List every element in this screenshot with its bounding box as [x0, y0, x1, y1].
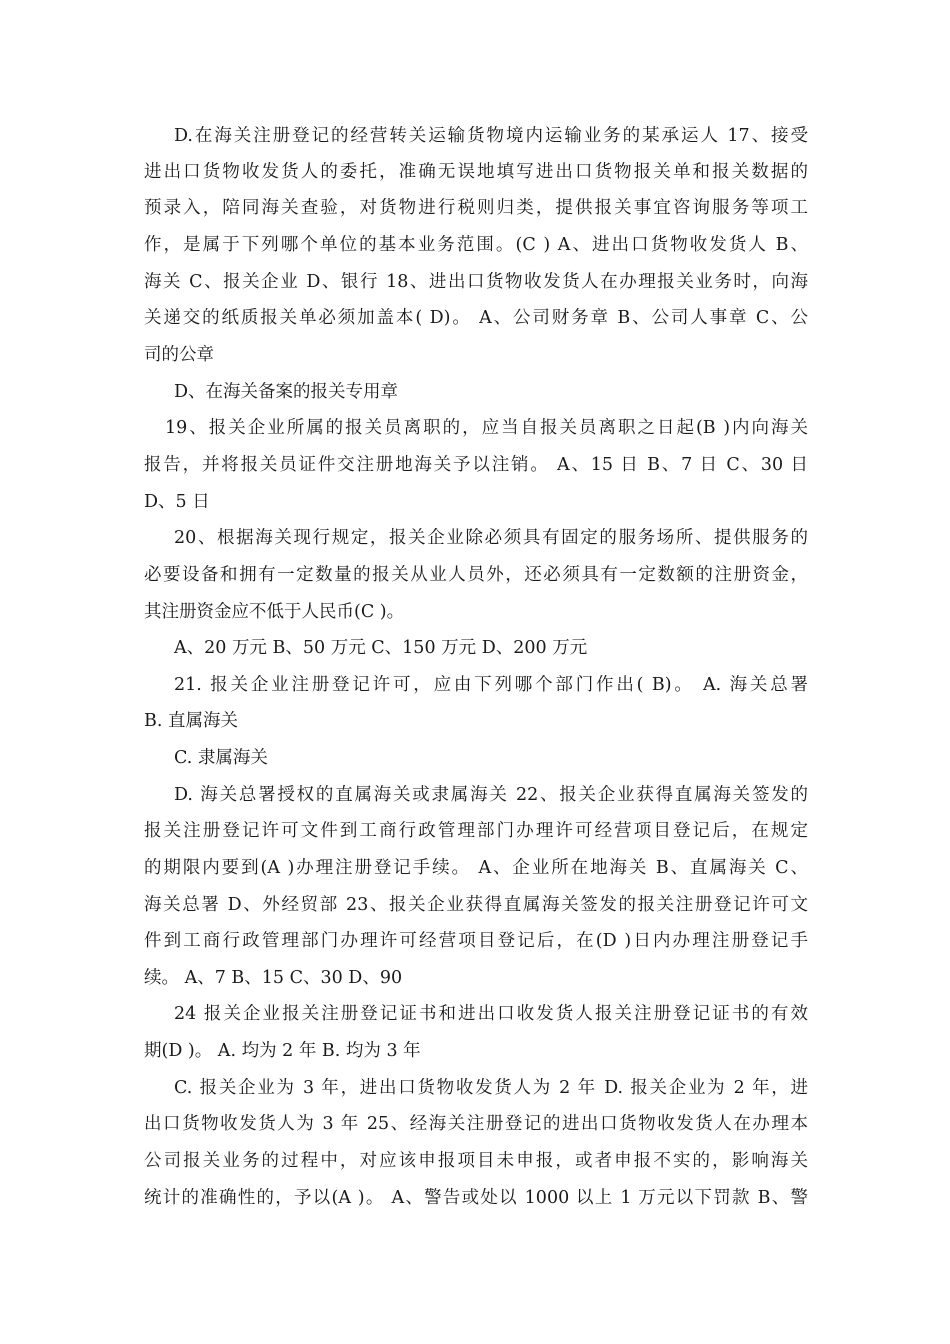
text-line: 出口货物收发货人为 3 年 25、经海关注册登记的进出口货物收发货人在办理本: [144, 1114, 808, 1134]
text-line: 海关总署 D、外经贸部 23、报关企业获得直属海关签发的报关注册登记许可文: [144, 895, 808, 915]
text-line: 预录入，陪同海关查验，对货物进行税则归类，提供报关事宜咨询服务等项工: [144, 198, 808, 218]
text-line: 20、根据海关现行规定，报关企业除必须具有固定的服务场所、提供服务的: [174, 528, 808, 548]
text-line: 期(D )。 A. 均为 2 年 B. 均为 3 年: [144, 1041, 421, 1061]
text-line: C. 隶属海关: [174, 748, 268, 768]
text-line: 进出口货物收发货人的委托，准确无误地填写进出口货物报关单和报关数据的: [144, 162, 808, 182]
text-line: 21. 报关企业注册登记许可，应由下列哪个部门作出( B)。 A. 海关总署: [174, 675, 808, 695]
text-line: D、5 日: [144, 492, 210, 512]
text-line: 关递交的纸质报关单必须加盖本( D)。 A、公司财务章 B、公司人事章 C、公: [144, 308, 808, 328]
text-line: 统计的准确性的，予以(A )。 A、警告或处以 1000 以上 1 万元以下罚款 B、警: [144, 1188, 808, 1208]
text-line: 其注册资金应不低于人民币(C )。: [144, 602, 405, 622]
text-line: 公司报关业务的过程中，对应该申报项目未申报，或者申报不实的，影响海关: [144, 1151, 808, 1171]
text-line: 报告，并将报关员证件交注册地海关予以注销。 A、15 日 B、7 日 C、30 日: [144, 455, 808, 475]
text-line: 24 报关企业报关注册登记证书和进出口收发货人报关注册登记证书的有效: [174, 1004, 808, 1024]
text-line: 续。 A、7 B、15 C、30 D、90: [144, 968, 403, 988]
text-line: A、20 万元 B、50 万元 C、150 万元 D、200 万元: [174, 638, 588, 658]
text-line: 19、报关企业所属的报关员离职的，应当自报关员离职之日起(B )内向海关: [165, 418, 808, 438]
text-line: D、在海关备案的报关专用章: [174, 382, 399, 402]
text-line: 作，是属于下列哪个单位的基本业务范围。(C ) A、进出口货物收发货人 B、: [144, 235, 808, 255]
text-line: C. 报关企业为 3 年，进出口货物收发货人为 2 年 D. 报关企业为 2 年，进: [174, 1078, 808, 1098]
text-line: 报关注册登记许可文件到工商行政管理部门办理许可经营项目登记后，在规定: [144, 821, 808, 841]
text-line: D.在海关注册登记的经营转关运输货物境内运输业务的某承运人 17、接受: [174, 126, 808, 146]
text-line: 的期限内要到(A )办理注册登记手续。 A、企业所在地海关 B、直属海关 C、: [144, 858, 808, 878]
text-line: 必要设备和拥有一定数量的报关从业人员外，还必须具有一定数额的注册资金，: [144, 565, 808, 585]
text-line: 件到工商行政管理部门办理许可经营项目登记后，在(D )日内办理注册登记手: [144, 931, 808, 951]
text-line: 司的公章: [144, 345, 214, 365]
text-line: B. 直属海关: [144, 711, 238, 731]
text-line: D. 海关总署授权的直属海关或隶属海关 22、报关企业获得直属海关签发的: [174, 785, 808, 805]
text-line: 海关 C、报关企业 D、银行 18、进出口货物收发货人在办理报关业务时，向海: [144, 272, 808, 292]
